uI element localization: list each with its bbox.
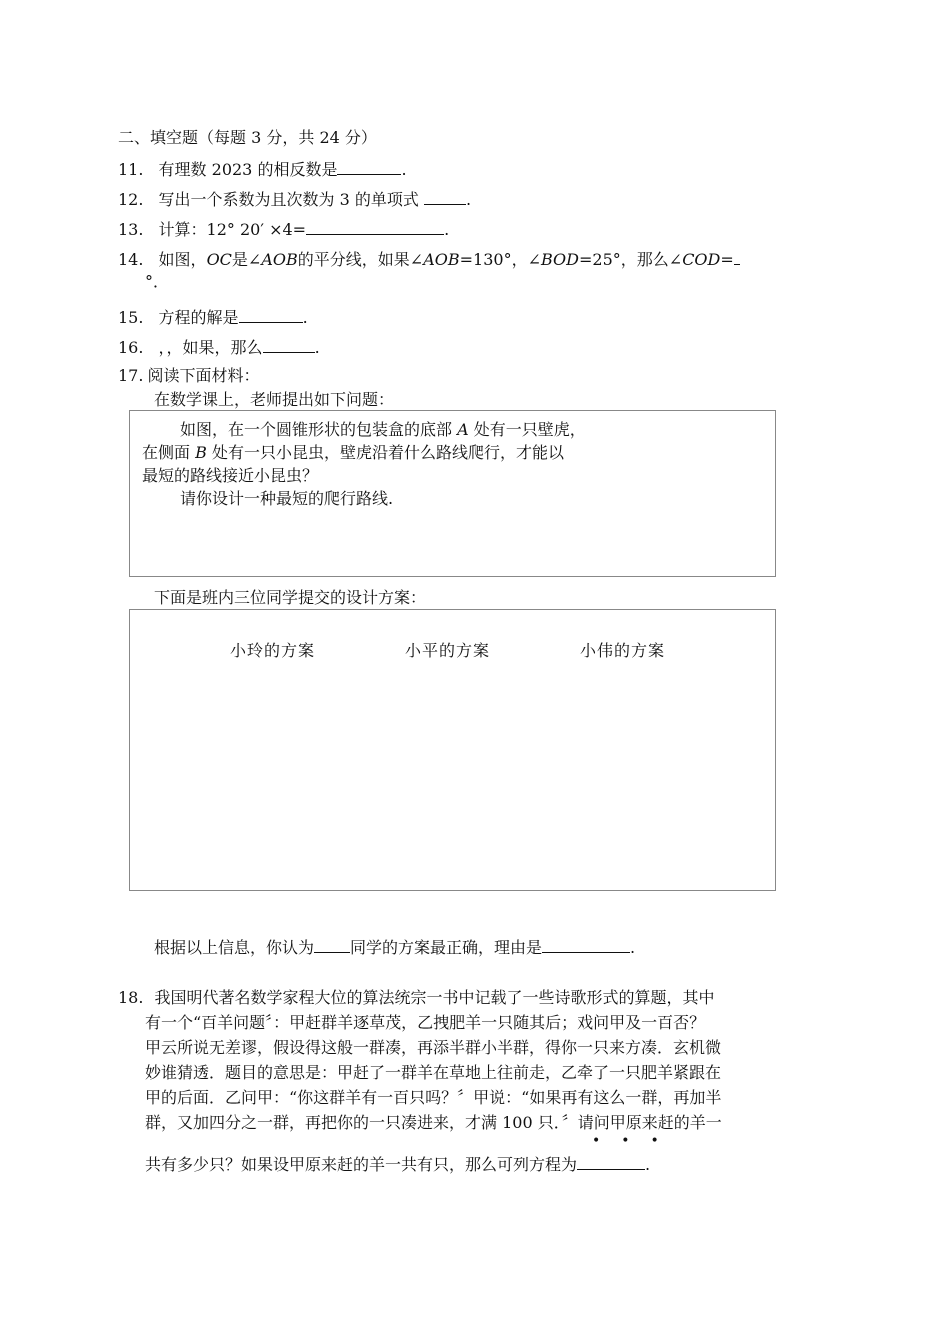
question-13: 13. 计算：12° 20′ ×4= . [118, 220, 450, 239]
question-18: 18. 我国明代著名数学家程大位的算法统宗一书中记载了一些诗歌形式的算题，其中 [118, 988, 715, 1007]
answer-blank[interactable] [263, 336, 315, 353]
question-14-continued: °． [145, 272, 170, 291]
question-number: 18. [118, 988, 144, 1007]
question-18-line-6: 群，又加四分之一群，再把你的一只凑进来，才满 100 只．〞请问甲原来赶的羊一 [145, 1113, 722, 1132]
problem-line-4: 请你设计一种最短的爬行路线. [180, 489, 394, 508]
question-17-conclusion: 根据以上信息，你认为 同学的方案最正确，理由是 . [154, 938, 636, 957]
question-18-line-7: 共有多少只？如果设甲原来赶的羊一共有只，那么可列方程为 . [145, 1155, 651, 1174]
answer-blank[interactable] [577, 1153, 645, 1170]
question-14: 14. 如图，OC是∠AOB的平分线，如果∠AOB=130°，∠BOD=25°，那么∠COD= [118, 248, 740, 270]
question-number: 17. [118, 366, 144, 385]
question-number: 15. [118, 308, 144, 327]
answer-blank[interactable] [337, 158, 401, 175]
problem-line-2: 在侧面 B 处有一只小昆虫，壁虎沿着什么路线爬行，才能以 [142, 443, 564, 462]
answer-blank[interactable] [424, 188, 466, 205]
schemes-intro: 下面是班内三位同学提交的设计方案： [154, 588, 427, 607]
question-17: 17. 阅读下面材料： [118, 366, 260, 385]
question-number: 13. [118, 220, 144, 239]
question-number: 12. [118, 190, 144, 209]
question-18-line-2: 有一个“百羊问题〞：甲赶群羊逐草茂，乙拽肥羊一只随其后；戏问甲及一百否？ [145, 1013, 706, 1032]
scheme-label-xiaoling: 小玲的方案 [230, 641, 316, 660]
question-15: 15. 方程的解是 . [118, 308, 308, 327]
scheme-label-xiaowei: 小伟的方案 [580, 641, 666, 660]
question-18-line-3: 甲云所说无差谬，假设得这般一群凑，再添半群小半群，得你一只来方凑．玄机微 [145, 1038, 722, 1057]
question-text: 方程的解是 [158, 308, 239, 327]
question-18-line-4: 妙谁猜透．题目的意思是：甲赶了一群羊在草地上往前走，乙牵了一只肥羊紧跟在 [145, 1063, 722, 1082]
answer-blank[interactable] [239, 306, 303, 323]
answer-blank[interactable] [306, 218, 444, 235]
question-text: 有理数 2023 的相反数是 [158, 160, 338, 179]
question-text: ，，如果，那么 [158, 338, 263, 357]
section-heading: 二、填空题（每题 3 分，共 24 分） [118, 128, 377, 147]
question-18-line-5: 甲的后面．乙问甲：“你这群羊有一百只吗？〞甲说：“如果再有这么一群，再加半 [145, 1088, 722, 1107]
question-12: 12. 写出一个系数为且次数为 3 的单项式 . [118, 190, 472, 209]
question-number: 14. [118, 250, 144, 269]
scheme-label-xiaoping: 小平的方案 [405, 641, 491, 660]
question-16: 16. ，，如果，那么 . [118, 338, 320, 357]
answer-blank-reason[interactable] [542, 936, 630, 953]
question-number: 11. [118, 160, 144, 179]
question-11: 11. 有理数 2023 的相反数是 . [118, 160, 407, 179]
answer-blank-student[interactable] [314, 936, 350, 953]
question-17-context: 在数学课上，老师提出如下问题： [154, 390, 395, 409]
answer-blank[interactable] [734, 248, 740, 265]
emphasis-dots: ••• [592, 1133, 680, 1149]
problem-line-1: 如图，在一个圆锥形状的包装盒的底部 A 处有一只壁虎， [180, 420, 586, 439]
question-text: 写出一个系数为且次数为 3 的单项式 [158, 190, 419, 209]
problem-line-3: 最短的路线接近小昆虫？ [142, 466, 319, 485]
question-number: 16. [118, 338, 144, 357]
question-text: 计算：12° 20′ ×4= [158, 220, 307, 239]
